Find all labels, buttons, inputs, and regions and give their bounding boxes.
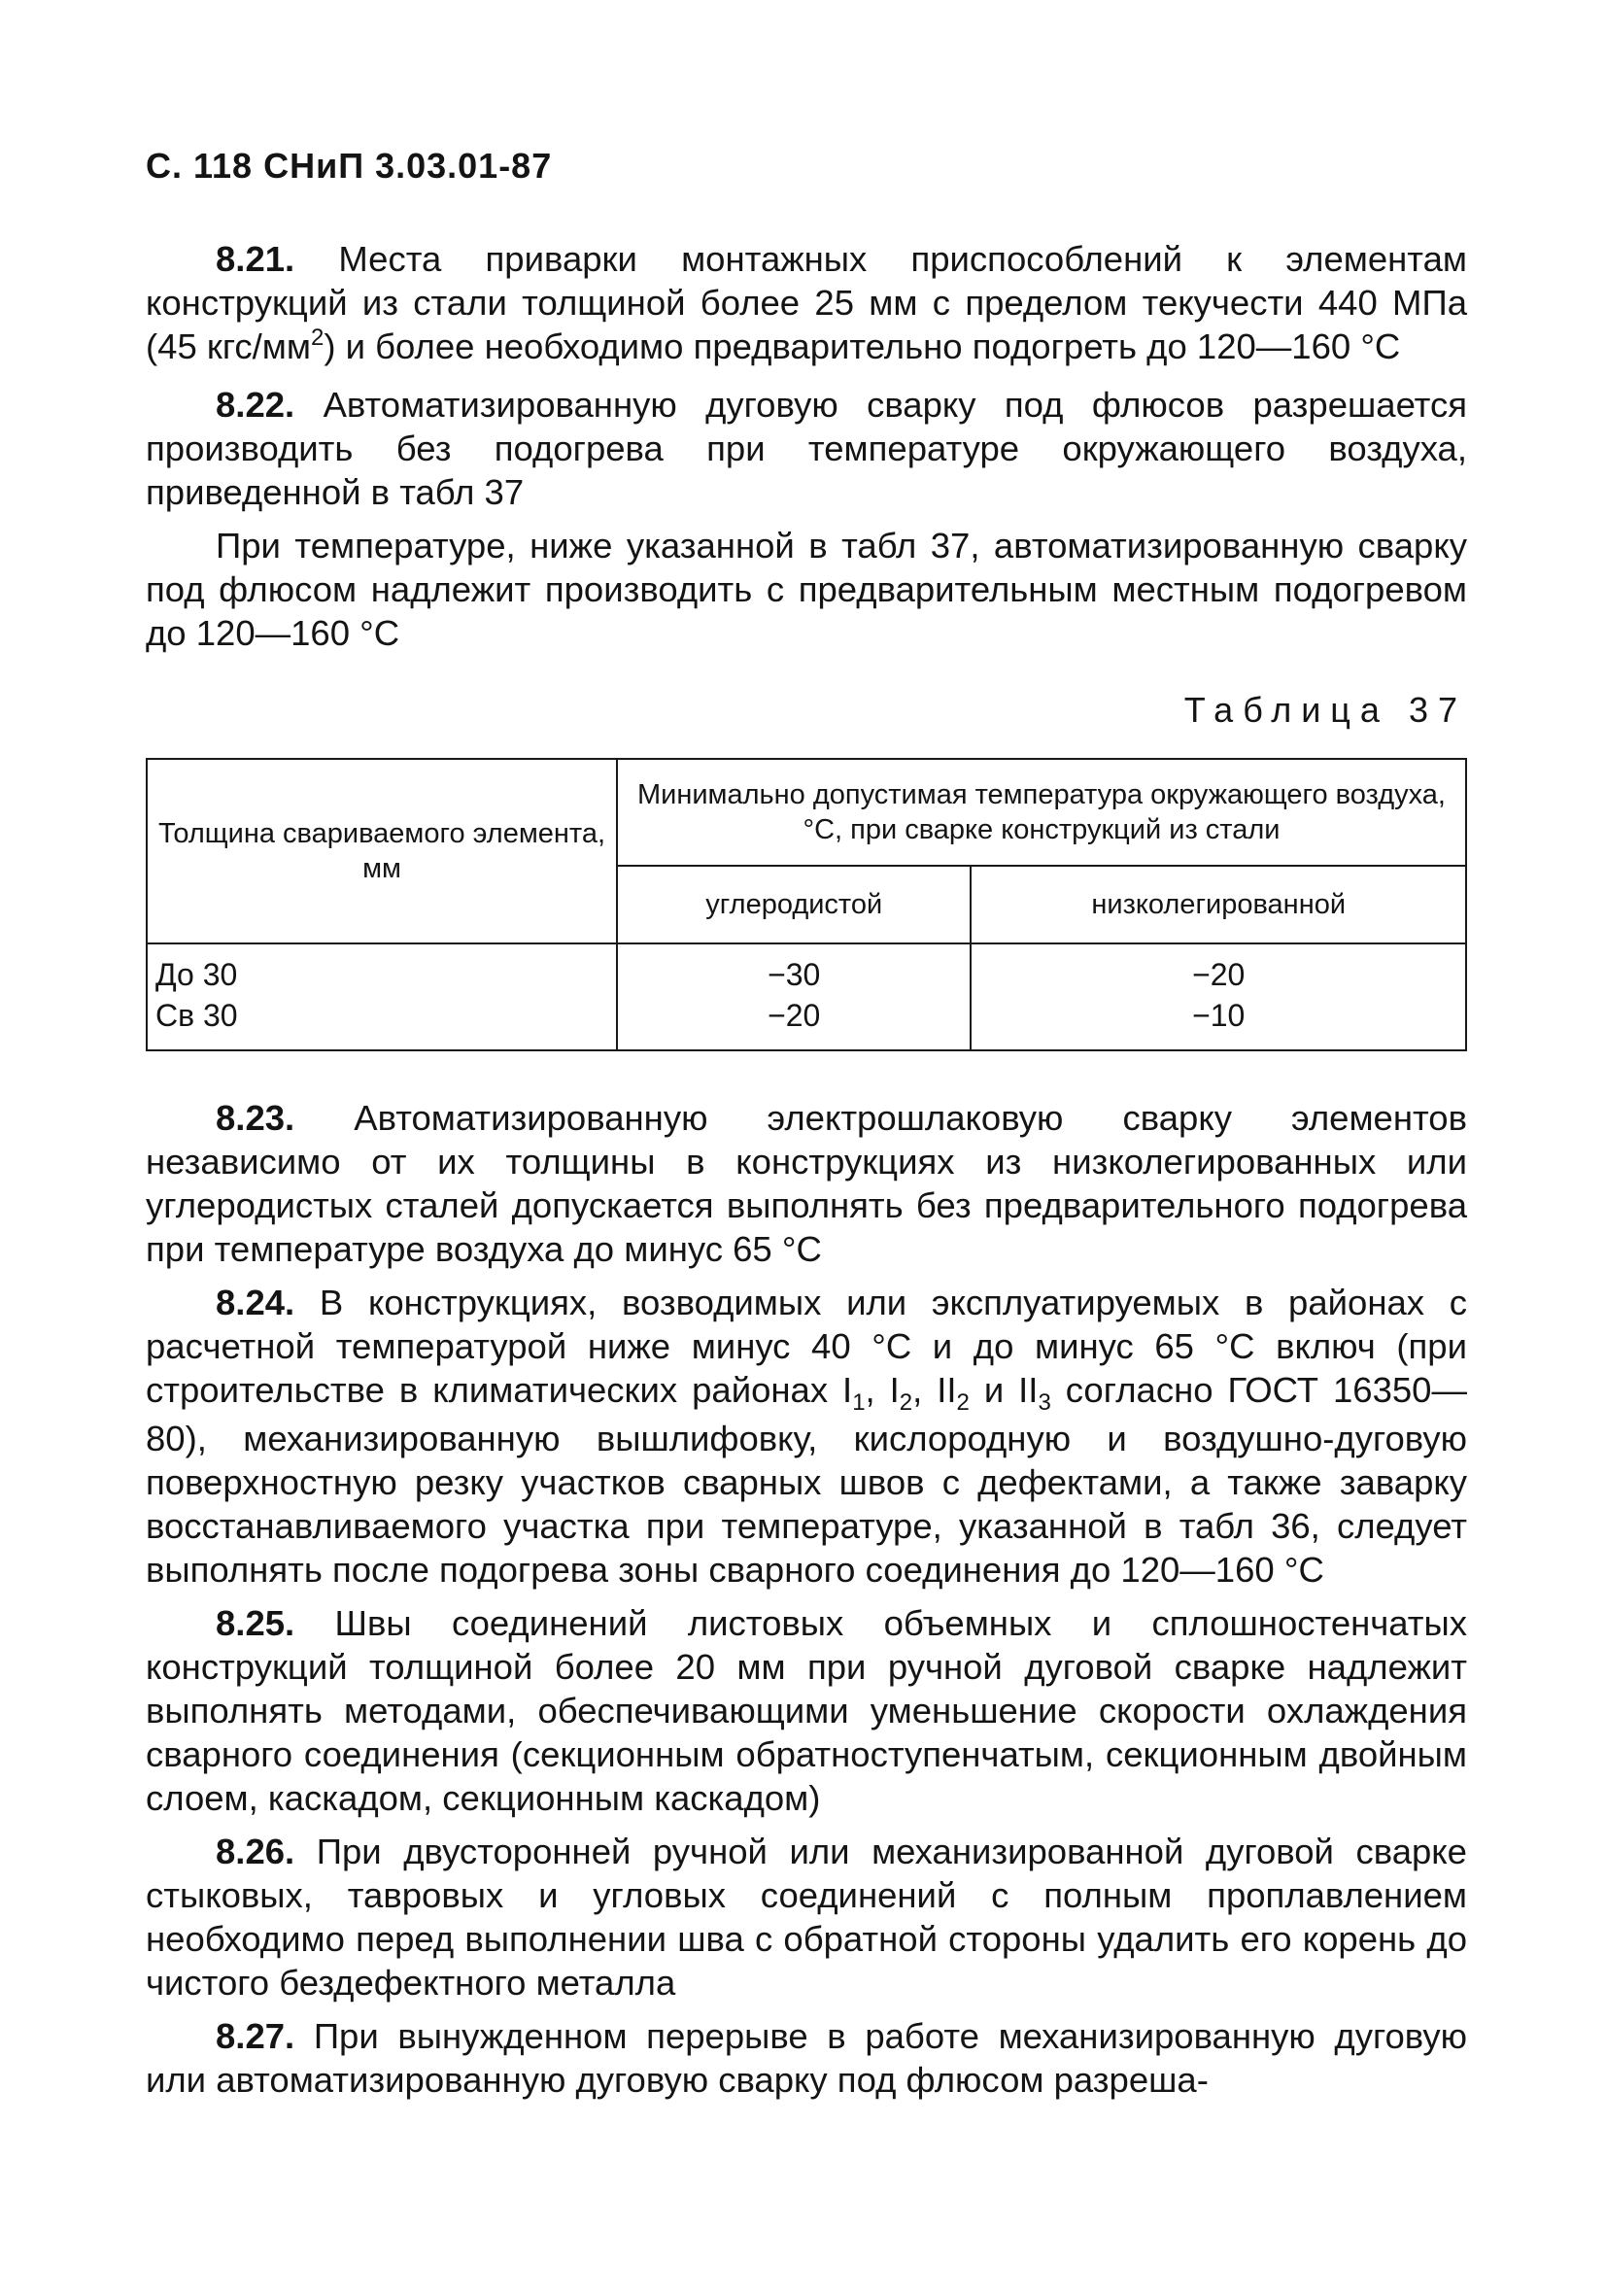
- paragraph-text: При двусторонней ручной или механизированной дуговой сварке стыковых, тавровых и угловых соединений с полным проплавлением необходимо перед выполнении шва с обратной стороны удалить его корень до чистого бездефектного металла: [146, 1832, 1467, 2003]
- paragraph-text: ) и более необходимо предварительно подогреть до 120—160 °С: [324, 326, 1401, 366]
- carbon-value: −30: [768, 957, 821, 992]
- superscript: 2: [310, 325, 325, 351]
- lowalloy-value: −10: [1192, 998, 1246, 1033]
- paragraph-8-25: [146, 1601, 1467, 1820]
- paragraph-text: , I: [865, 1370, 900, 1410]
- subscript: 2: [899, 1389, 913, 1416]
- paragraph-8-26: [146, 1830, 1467, 2005]
- paragraph-text: Швы соединений листовых объемных и сплошностенчатых конструкций толщиной более 20 мм при ручной дуговой сварке надлежит выполнять методами, обеспечивающими уменьшение скорости охлаждения сварного соединения (секционным обратноступенчатым, секционным двойным слоем, каскадом, секционным каскадом): [146, 1603, 1467, 1818]
- paragraph-text: и II: [969, 1370, 1039, 1410]
- table-caption: Таблица 37: [1183, 690, 1467, 730]
- carbon-cell: [617, 943, 971, 1050]
- paragraph-8-23: [146, 1096, 1467, 1271]
- thickness-value: Св 30: [155, 998, 238, 1033]
- table-row: [147, 943, 1466, 1050]
- paragraph-text: , II: [912, 1370, 957, 1410]
- paragraph-text: В конструкциях, возводимых или эксплуатируемых в районах с расчетной температурой ниже минус 40 °С и до минус 65 °С включ (при строительстве в климатических районах I: [146, 1283, 1467, 1410]
- subscript: 2: [956, 1389, 970, 1416]
- carbon-value: −20: [768, 998, 821, 1033]
- lowalloy-value: −20: [1192, 957, 1246, 992]
- thickness-value: До 30: [155, 957, 238, 992]
- paragraph-number: 8.23.: [216, 1098, 295, 1138]
- paragraph-number: 8.26.: [216, 1832, 295, 1871]
- paragraph-number: 8.22.: [216, 385, 295, 425]
- paragraph-number: 8.27.: [216, 2016, 295, 2056]
- subscript: 3: [1038, 1389, 1051, 1416]
- header-min-temperature: Минимально допустимая температура окружающего воздуха, °С, при сварке конструкций из стали: [617, 759, 1466, 866]
- paragraph-8-21: [146, 237, 1467, 373]
- thickness-cell: [147, 943, 617, 1050]
- document-page: [146, 146, 1467, 2111]
- paragraph-text: Места приварки монтажных приспособлений к элементам конструкций из стали толщиной более 25 мм с пределом текучести 440 МПа (45 кгс/мм: [146, 239, 1467, 366]
- lowalloy-cell: [971, 943, 1466, 1050]
- paragraph-8-22: [146, 383, 1467, 514]
- paragraph-8-22-continued: При температуре, ниже указанной в табл 37, автоматизированную сварку под флюсом надлежит производить с предварительным местным подогревом до 120—160 °С: [146, 526, 1467, 653]
- paragraph-8-27: [146, 2014, 1467, 2102]
- paragraph-text: Автоматизированную дуговую сварку под флюсов разрешается производить без подогрева при температуре окружающего воздуха, приведенной в табл 37: [146, 385, 1467, 512]
- subscript: 1: [852, 1389, 866, 1416]
- header-carbon-steel: углеродистой: [617, 866, 971, 943]
- paragraph-number: 8.21.: [216, 239, 295, 279]
- paragraph-text: согласно ГОСТ 16350—80), механизированную вышлифовку, кислородную и воздушно-дуговую поверхностную резку участков сварных швов с дефектами, а также заварку восстанавливаемого участка при температуре, указанной в табл 36, следует выполнять после подогрева зоны сварного соединения до 120—160 °С: [146, 1370, 1467, 1590]
- paragraph-text: Автоматизированную электрошлаковую сварку элементов независимо от их толщины в конструкциях из низколегированных или углеродистых сталей допускается выполнять без предварительного подогрева при температуре воздуха до минус 65 °С: [146, 1098, 1467, 1269]
- header-thickness: Толщина свариваемого элемента, мм: [147, 759, 617, 943]
- paragraph-number: 8.24.: [216, 1283, 295, 1322]
- page-header: С. 118 СНиП 3.03.01-87: [146, 146, 553, 186]
- header-low-alloy-steel: низколегированной: [971, 866, 1466, 943]
- paragraph-8-24: [146, 1281, 1467, 1592]
- table-37: [146, 758, 1467, 1051]
- paragraph-number: 8.25.: [216, 1603, 295, 1643]
- paragraph-text: При вынужденном перерыве в работе механизированную дуговую или автоматизированную дуговую сварку под флюсом разреша-: [146, 2016, 1467, 2100]
